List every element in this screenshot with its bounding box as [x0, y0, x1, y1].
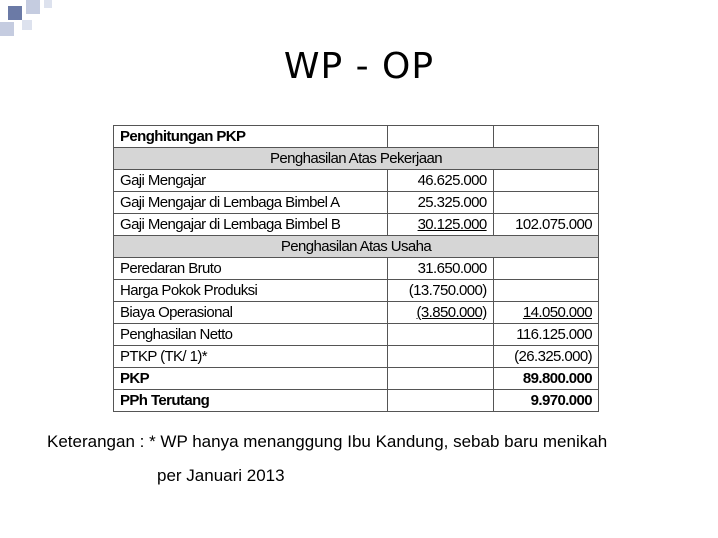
table-row	[114, 170, 599, 192]
section-row	[114, 236, 599, 258]
table-row	[114, 192, 599, 214]
table-row	[114, 368, 599, 390]
table-row	[114, 280, 599, 302]
row-total	[493, 280, 598, 302]
table-row	[114, 346, 599, 368]
table-header: Penghitungan PKP	[114, 126, 388, 148]
row-value: (13.750.000)	[388, 280, 493, 302]
row-label: PKP	[114, 368, 388, 390]
row-total	[493, 258, 598, 280]
row-value: 25.325.000	[388, 192, 493, 214]
note-line-1: Keterangan : * WP hanya menanggung Ibu Kandung, sebab baru menikah	[47, 432, 608, 451]
section-title-pekerjaan: Penghasilan Atas Pekerjaan	[114, 148, 599, 170]
row-total	[493, 192, 598, 214]
row-total: 89.800.000	[493, 368, 598, 390]
note-line-2: per Januari 2013	[157, 466, 285, 485]
row-label: Gaji Mengajar di Lembaga Bimbel A	[114, 192, 388, 214]
row-label: PPh Terutang	[114, 390, 388, 412]
row-value	[388, 324, 493, 346]
table-row	[114, 214, 599, 236]
row-total: 14.050.000	[493, 302, 598, 324]
row-label: PTKP (TK/ 1)*	[114, 346, 388, 368]
row-value	[388, 346, 493, 368]
table-row	[114, 126, 599, 148]
row-value: 31.650.000	[388, 258, 493, 280]
row-total: 102.075.000	[493, 214, 598, 236]
row-value: 30.125.000	[388, 214, 493, 236]
table-row	[114, 258, 599, 280]
row-total: 9.970.000	[493, 390, 598, 412]
row-label: Gaji Mengajar	[114, 170, 388, 192]
row-label: Peredaran Bruto	[114, 258, 388, 280]
row-value: (3.850.000)	[388, 302, 493, 324]
row-label: Penghasilan Netto	[114, 324, 388, 346]
table-row	[114, 302, 599, 324]
row-label: Biaya Operasional	[114, 302, 388, 324]
section-title-usaha: Penghasilan Atas Usaha	[114, 236, 599, 258]
table-row	[114, 324, 599, 346]
row-value	[388, 368, 493, 390]
row-total: (26.325.000)	[493, 346, 598, 368]
row-value: 46.625.000	[388, 170, 493, 192]
row-value	[388, 390, 493, 412]
corner-decoration	[0, 0, 60, 40]
pkp-table	[113, 125, 599, 412]
row-label: Gaji Mengajar di Lembaga Bimbel B	[114, 214, 388, 236]
row-total	[493, 170, 598, 192]
row-label: Harga Pokok Produksi	[114, 280, 388, 302]
table-row	[114, 390, 599, 412]
section-row	[114, 148, 599, 170]
row-total: 116.125.000	[493, 324, 598, 346]
slide-title: WP - OP	[283, 46, 435, 87]
